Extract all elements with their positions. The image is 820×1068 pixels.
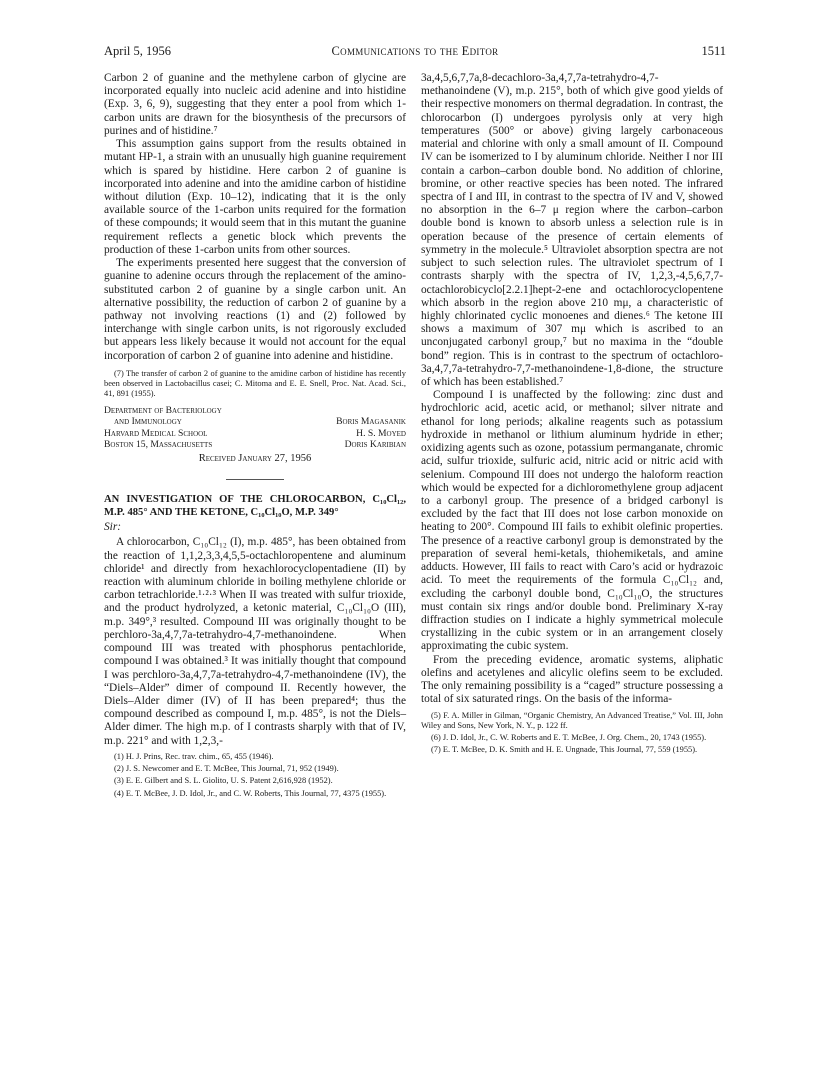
left-column (104, 72, 406, 799)
author-name: H. S. Moyed (356, 427, 406, 439)
right-column (421, 72, 723, 756)
section-divider (226, 479, 284, 480)
paragraph: This assumption gains support from the results obtained in mutant HP-1, a strain with an unusually high guanine requirement which is spared by histidine. Here carbon 2 of guanine is incorporated into adenine and into the amidine carbon of histidine without dilution (Exp. 10–12), indicating that it is the only available source of the 1-carbon units required for the formation of these compounds; it would seem that in this mutant the guanine requirement reflects a genetic block which prevents the production of these 1-carbon units from other sources. (104, 138, 406, 256)
footnotes (421, 711, 723, 756)
footnote: (1) H. J. Prins, Rec. trav. chim., 65, 455 (1946). (114, 751, 274, 761)
paragraph: From the preceding evidence, aromatic systems, aliphatic olefins and acetylenes and alicylic olefins seem to be excluded. The only remaining possibility is a “caged” structure possessing a total of six saturated rings. On the basis of the informa- (421, 653, 723, 706)
department-line-2: and Immunology (114, 416, 182, 428)
footnote: (6) J. D. Idol, Jr., C. W. Roberts and E. T. McBee, J. Org. Chem., 20, 1743 (1955). (431, 733, 707, 743)
paragraph: Carbon 2 of guanine and the methylene carbon of glycine are incorporated equally into nucleic acid adenine and into histidine (Exp. 3, 6, 9), suggesting that they enter a pool from which 1-carbon units are drawn for the biosynthesis of the precursors of purines and of histidine.⁷ (104, 72, 406, 137)
running-header (104, 44, 726, 62)
footnotes (104, 752, 406, 799)
paragraph: Compound I is unaffected by the following: zinc dust and hydrochloric acid, acetic acid, or methanol; silver nitrate and ethanol for long periods; alkaline reagents such as potassium hydroxide in methanol or lithium aluminum hydride in ether; oxidizing agents such as ozone, potassium permanganate, chromic acid, sulfur trioxide, sulfuric acid, nitric acid or nitric acid with selenium. Compound III does not undergo the haloform reaction which would be expected for a dichloromethylene group adjacent to a carbonyl group. The presence of a bridged carbonyl is excluded by the fact that III does not lose carbon monoxide on heating to 200°. Compound III fails to exhibit olefinic properties. The presence of a reactive carbonyl group is demonstrated by the preparation of several hemi-ketals, thiohemiketals, and amine adducts. However, III fails to react with Caro’s acid or hydrazoic acid. To meet the requirements of the formula C₁₀Cl₁₂ and, excluding the carbonyl double bond, C₁₀Cl₁₀O, the structures must contain six rings and/or double bond. Preliminary X-ray diffraction studies on I indicate a highly symmetrical molecule crystallizing in the cubic system or in an arrangement closely approximating the cubic system. (421, 389, 723, 653)
paragraph: A chlorocarbon, C₁₀Cl₁₂ (I), m.p. 485°, has been obtained from the reaction of 1,1,2,3,3,4,5,5-octachloropentene and aluminum chloride¹ and directly from hexachlorocyclopentadiene (II) by reaction with aluminum chloride in boiling methylene chloride or carbon tetrachloride.¹·²·³ When II was treated with sulfur trioxide, and the product hydrolyzed, a ketonic material, C₁₀Cl₁₀O (III), m.p. 349°,³ resulted. Compound III was originally thought to be perchloro-3a,4,7,7a-tetrahydro-4,7-methanoindene. When compound III was treated with phosphorus pentachloride, compound I was obtained.³ It was initially thought that compound I was perchloro-3a,4,7,7a-tetrahydro-4,7-methanoindene (IV), the “Diels–Alder” dimer of compound II. Recently however, the Diels–Alder dimer (IV) of II has been prepared⁴; thus the compound described as compound I, m.p. 485°, is not the Diels–Alder dimer. The high m.p. of I contrasts sharply with that of IV, m.p. 221° and with 1,2,3,- (104, 536, 406, 747)
article-title: AN INVESTIGATION OF THE CHLOROCARBON, C₁₀Cl₁₂, M.P. 485° AND THE KETONE, C₁₀Cl₁₀O, M.P. 349° (104, 494, 406, 518)
author-name: Doris Karibian (344, 439, 406, 451)
footnote: (3) E. E. Gilbert and S. L. Giolito, U. S. Patent 2,616,928 (1952). (114, 776, 333, 786)
department: Department of Bacteriology (104, 404, 222, 416)
author-affiliation-block (104, 405, 406, 451)
institution: Harvard Medical School (104, 427, 208, 439)
journal-section: Communications to the Editor (331, 44, 499, 58)
issue-date: April 5, 1956 (104, 44, 172, 58)
footnote: (4) E. T. McBee, J. D. Idol, Jr., and C. W. Roberts, This Journal, 77, 4375 (1955). (114, 788, 387, 798)
paragraph: The experiments presented here suggest that the conversion of guanine to adenine occurs through the replacement of the amino-substituted carbon 2 of guanine by a single carbon unit. An alternative possibility, the reduction of carbon 2 of guanine by a pathway not involving reactions (1) and (2) followed by interchange with single carbon units, is not rigorously excluded but appears less likely because it would not account for the equal incorporation of carbon 2 of guanine into adenine and histidine. (104, 257, 406, 362)
paragraph: 3a,4,5,6,7,7a,8-decachloro-3a,4,7,7a-tetrahydro-4,7-methanoindene (V), m.p. 215°, both of which give good yields of their respective monomers on thermal degradation. In contrast, the chlorocarbon (I) undergoes pyrolysis only at very high temperatures (500° or above) giving largely carbonaceous material and chlorine with only a small amount of II. Compound IV can be isomerized to I by aluminum chloride. Neither I nor III contain a carbon–carbon double bond. No addition of chlorine, bromine, or other reactive species has been noted. The infrared spectra of I and III, in contrast to the spectra of IV and V, showed no absorption in the 6–7 μ region where the carbon–carbon double bond is known to absorb unless a selection rule is in operation because of the presence of certain elements of symmetry in the molecule.⁵ Ultraviolet absorption spectra are not subject to such selection rules. The ultraviolet spectrum of I contrasts sharply with the spectra of IV, 1,2,3,-4,5,6,7,7-octachlorobicyclo[2.2.1]hept-2-ene and octachlorocyclopentene which absorb in the region above 210 mμ, a characteristic of highly chlorinated cyclic monoenes and dienes.⁶ The ketone III shows a maximum of 307 mμ which is ascribed to an unconjugated carbonyl group,⁷ but no maxima in the “double bond” region. This is in contrast to the spectrum of octachloro-3a,4,7,7a-tetrahydro-7,7-methanoindene-1,8-dione, the structure of which has been established.⁷ (421, 72, 723, 389)
footnote: (7) E. T. McBee, D. K. Smith and H. E. Ungnade, This Journal, 77, 559 (1955). (431, 745, 698, 755)
footnote: (5) F. A. Miller in Gilman, “Organic Chemistry, An Advanced Treatise,” Vol. III, John Wiley and Sons, New York, N. Y., p. 122 ff. (421, 710, 723, 730)
received-date: Received January 27, 1956 (198, 453, 312, 465)
salutation: Sir: (104, 521, 122, 534)
city: Boston 15, Massachusetts (104, 439, 213, 451)
page-number: 1511 (701, 44, 726, 58)
footnote: (2) J. S. Newcomer and E. T. McBee, This Journal, 71, 952 (1949). (114, 764, 339, 774)
footnote: (7) The transfer of carbon 2 of guanine to the amidine carbon of histidine has recently been observed in Lactobacillus casei; C. Mitoma and E. E. Snell, Proc. Nat. Acad. Sci., 41, 891 (1955). (104, 368, 406, 399)
author-name: Boris Magasanik (336, 416, 406, 428)
